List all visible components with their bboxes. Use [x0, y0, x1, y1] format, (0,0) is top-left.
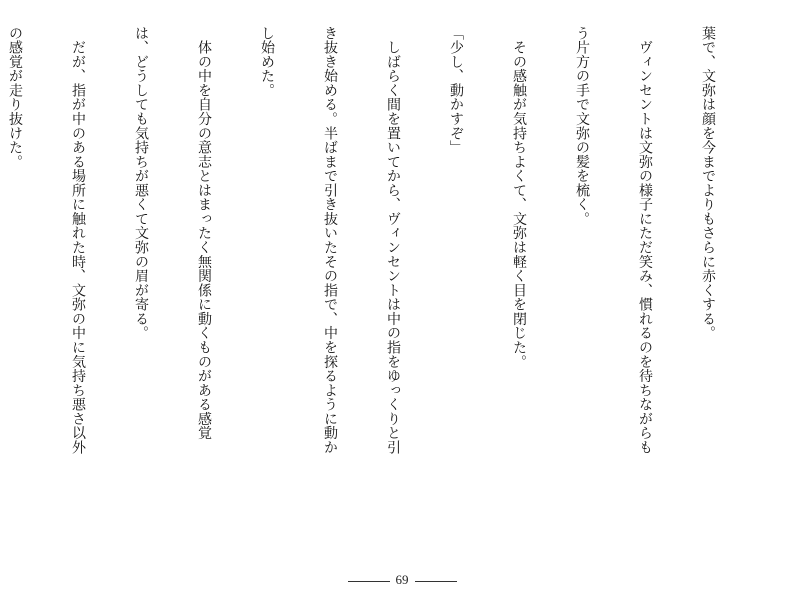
- text-line: しばらく間を置いてから、ヴィンセントは中の指をゆっくりと引: [385, 26, 401, 455]
- folio-rule-right: [415, 581, 457, 582]
- text-line: き抜き始める。半ばまで引き抜いたその指で、中を探るように動か: [322, 26, 338, 455]
- folio-rule-left: [348, 581, 390, 582]
- text-line: は、どうしても気持ちが悪くて文弥の眉が寄る。: [133, 26, 149, 341]
- text-line: の感覚が走り抜けた。: [7, 26, 23, 169]
- text-line: 体の中を自分の意志とはまったく無関係に動くものがある感覚: [196, 26, 212, 441]
- text-line: ヴィンセントは文弥の様子にただ笑み、慣れるのを待ちながらも: [637, 26, 653, 455]
- text-line: し始めた。: [259, 26, 275, 98]
- text-line: その感触が気持ちよくて、文弥は軽く目を閉じた。: [511, 26, 527, 369]
- page-number: 69: [395, 572, 409, 587]
- text-line: だが、指が中のある場所に触れた時、文弥の中に気持ち悪さ以外: [70, 26, 86, 455]
- text-line: 葉で、文弥は顔を今までよりもさらに赤くする。: [700, 26, 716, 341]
- text-line: う片方の手で文弥の髪を梳く。: [574, 26, 590, 226]
- body-text: [7, 26, 760, 546]
- text-line: 「少し、動かすぞ」: [448, 26, 464, 155]
- page-footer: [0, 572, 804, 588]
